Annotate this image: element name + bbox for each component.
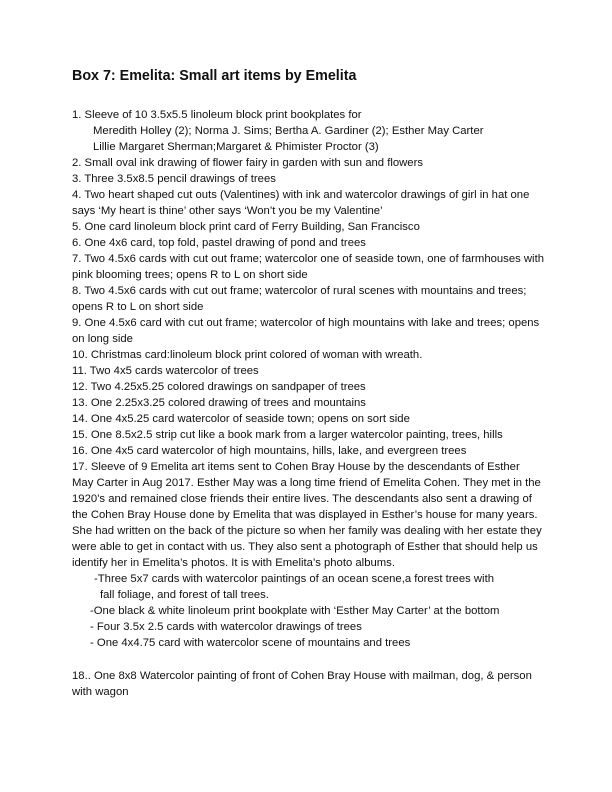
list-item-8: 8. Two 4.5x6 cards with cut out frame; watercolor of rural scenes with mountains and trees; opens R to L on short side: [72, 285, 527, 313]
item-1-names-line-1: Meredith Holley (2); Norma J. Sims; Bertha A. Gardiner (2); Esther May Carter: [93, 125, 484, 137]
item-17-sub-1-cont: fall foliage, and forest of tall trees.: [100, 589, 269, 601]
list-item-16: 16. One 4x5 card watercolor of high mountains, hills, lake, and evergreen trees: [72, 445, 467, 457]
list-item-14: 14. One 4x5.25 card watercolor of seaside town; opens on sort side: [72, 413, 410, 425]
list-item-10: 10. Christmas card:linoleum block print colored of woman with wreath.: [72, 349, 423, 361]
list-item-5: 5. One card linoleum block print card of Ferry Building, San Francisco: [72, 221, 420, 233]
list-item-7: 7. Two 4.5x6 cards with cut out frame; watercolor one of seaside town, one of farmhouses with pink blooming trees; opens R to L on short side: [72, 253, 544, 281]
document-body: [72, 107, 544, 700]
list-item-2: 2. Small oval ink drawing of flower fairy in garden with sun and flowers: [72, 157, 423, 169]
list-item-12: 12. Two 4.25x5.25 colored drawings on sandpaper of trees: [72, 381, 366, 393]
paragraph-spacer: [72, 651, 544, 668]
list-item-4: 4. Two heart shaped cut outs (Valentines) with ink and watercolor drawings of girl in hat one says ‘My heart is thine’ other says ‘Won’t you be my Valentine’: [72, 189, 530, 217]
list-item-13: 13. One 2.25x3.25 colored drawing of trees and mountains: [72, 397, 366, 409]
item-17-sub-3: - Four 3.5x 2.5 cards with watercolor drawings of trees: [90, 621, 362, 633]
list-item-1: 1. Sleeve of 10 3.5x5.5 linoleum block print bookplates for: [72, 109, 362, 121]
list-item-9: 9. One 4.5x6 card with cut out frame; watercolor of high mountains with lake and trees; opens on long side: [72, 317, 540, 345]
page-title: Box 7: Emelita: Small art items by Emelita: [72, 68, 357, 84]
item-17-sub-2: -One black & white linoleum print bookplate with ‘Esther May Carter’ at the bottom: [90, 605, 500, 617]
list-item-6: 6. One 4x6 card, top fold, pastel drawing of pond and trees: [72, 237, 366, 249]
item-17-sub-1: -Three 5x7 cards with watercolor paintings of an ocean scene,a forest trees with: [94, 573, 494, 585]
list-item-3: 3. Three 3.5x8.5 pencil drawings of trees: [72, 173, 276, 185]
list-item-15: 15. One 8.5x2.5 strip cut like a book mark from a larger watercolor painting, trees, hills: [72, 429, 503, 441]
item-1-names-line-2: Lillie Margaret Sherman;Margaret & Phimister Proctor (3): [93, 141, 379, 153]
list-item-17: 17. Sleeve of 9 Emelita art items sent to Cohen Bray House by the descendants of Esther May Carter in Aug 2017. Esther May was a long time friend of Emelita Cohen. They met in the 1920’s and remained close friends their entire lives. The descendants also sent a drawing of the Cohen Bray House done by Emelita that was displayed in Esther’s house for many years. She had written on the back of the picture so when her family was dealing with her estate they were able to get in contact with us. They also sent a photograph of Esther that should help us identify her in Emelita’s photos. It is with Emelita’s photo albums.: [72, 461, 542, 569]
list-item-11: 11. Two 4x5 cards watercolor of trees: [72, 365, 259, 377]
item-17-sub-4: - One 4x4.75 card with watercolor scene of mountains and trees: [90, 637, 411, 649]
list-item-18: 18.. One 8x8 Watercolor painting of front of Cohen Bray House with mailman, dog, & person with wagon: [72, 670, 532, 698]
